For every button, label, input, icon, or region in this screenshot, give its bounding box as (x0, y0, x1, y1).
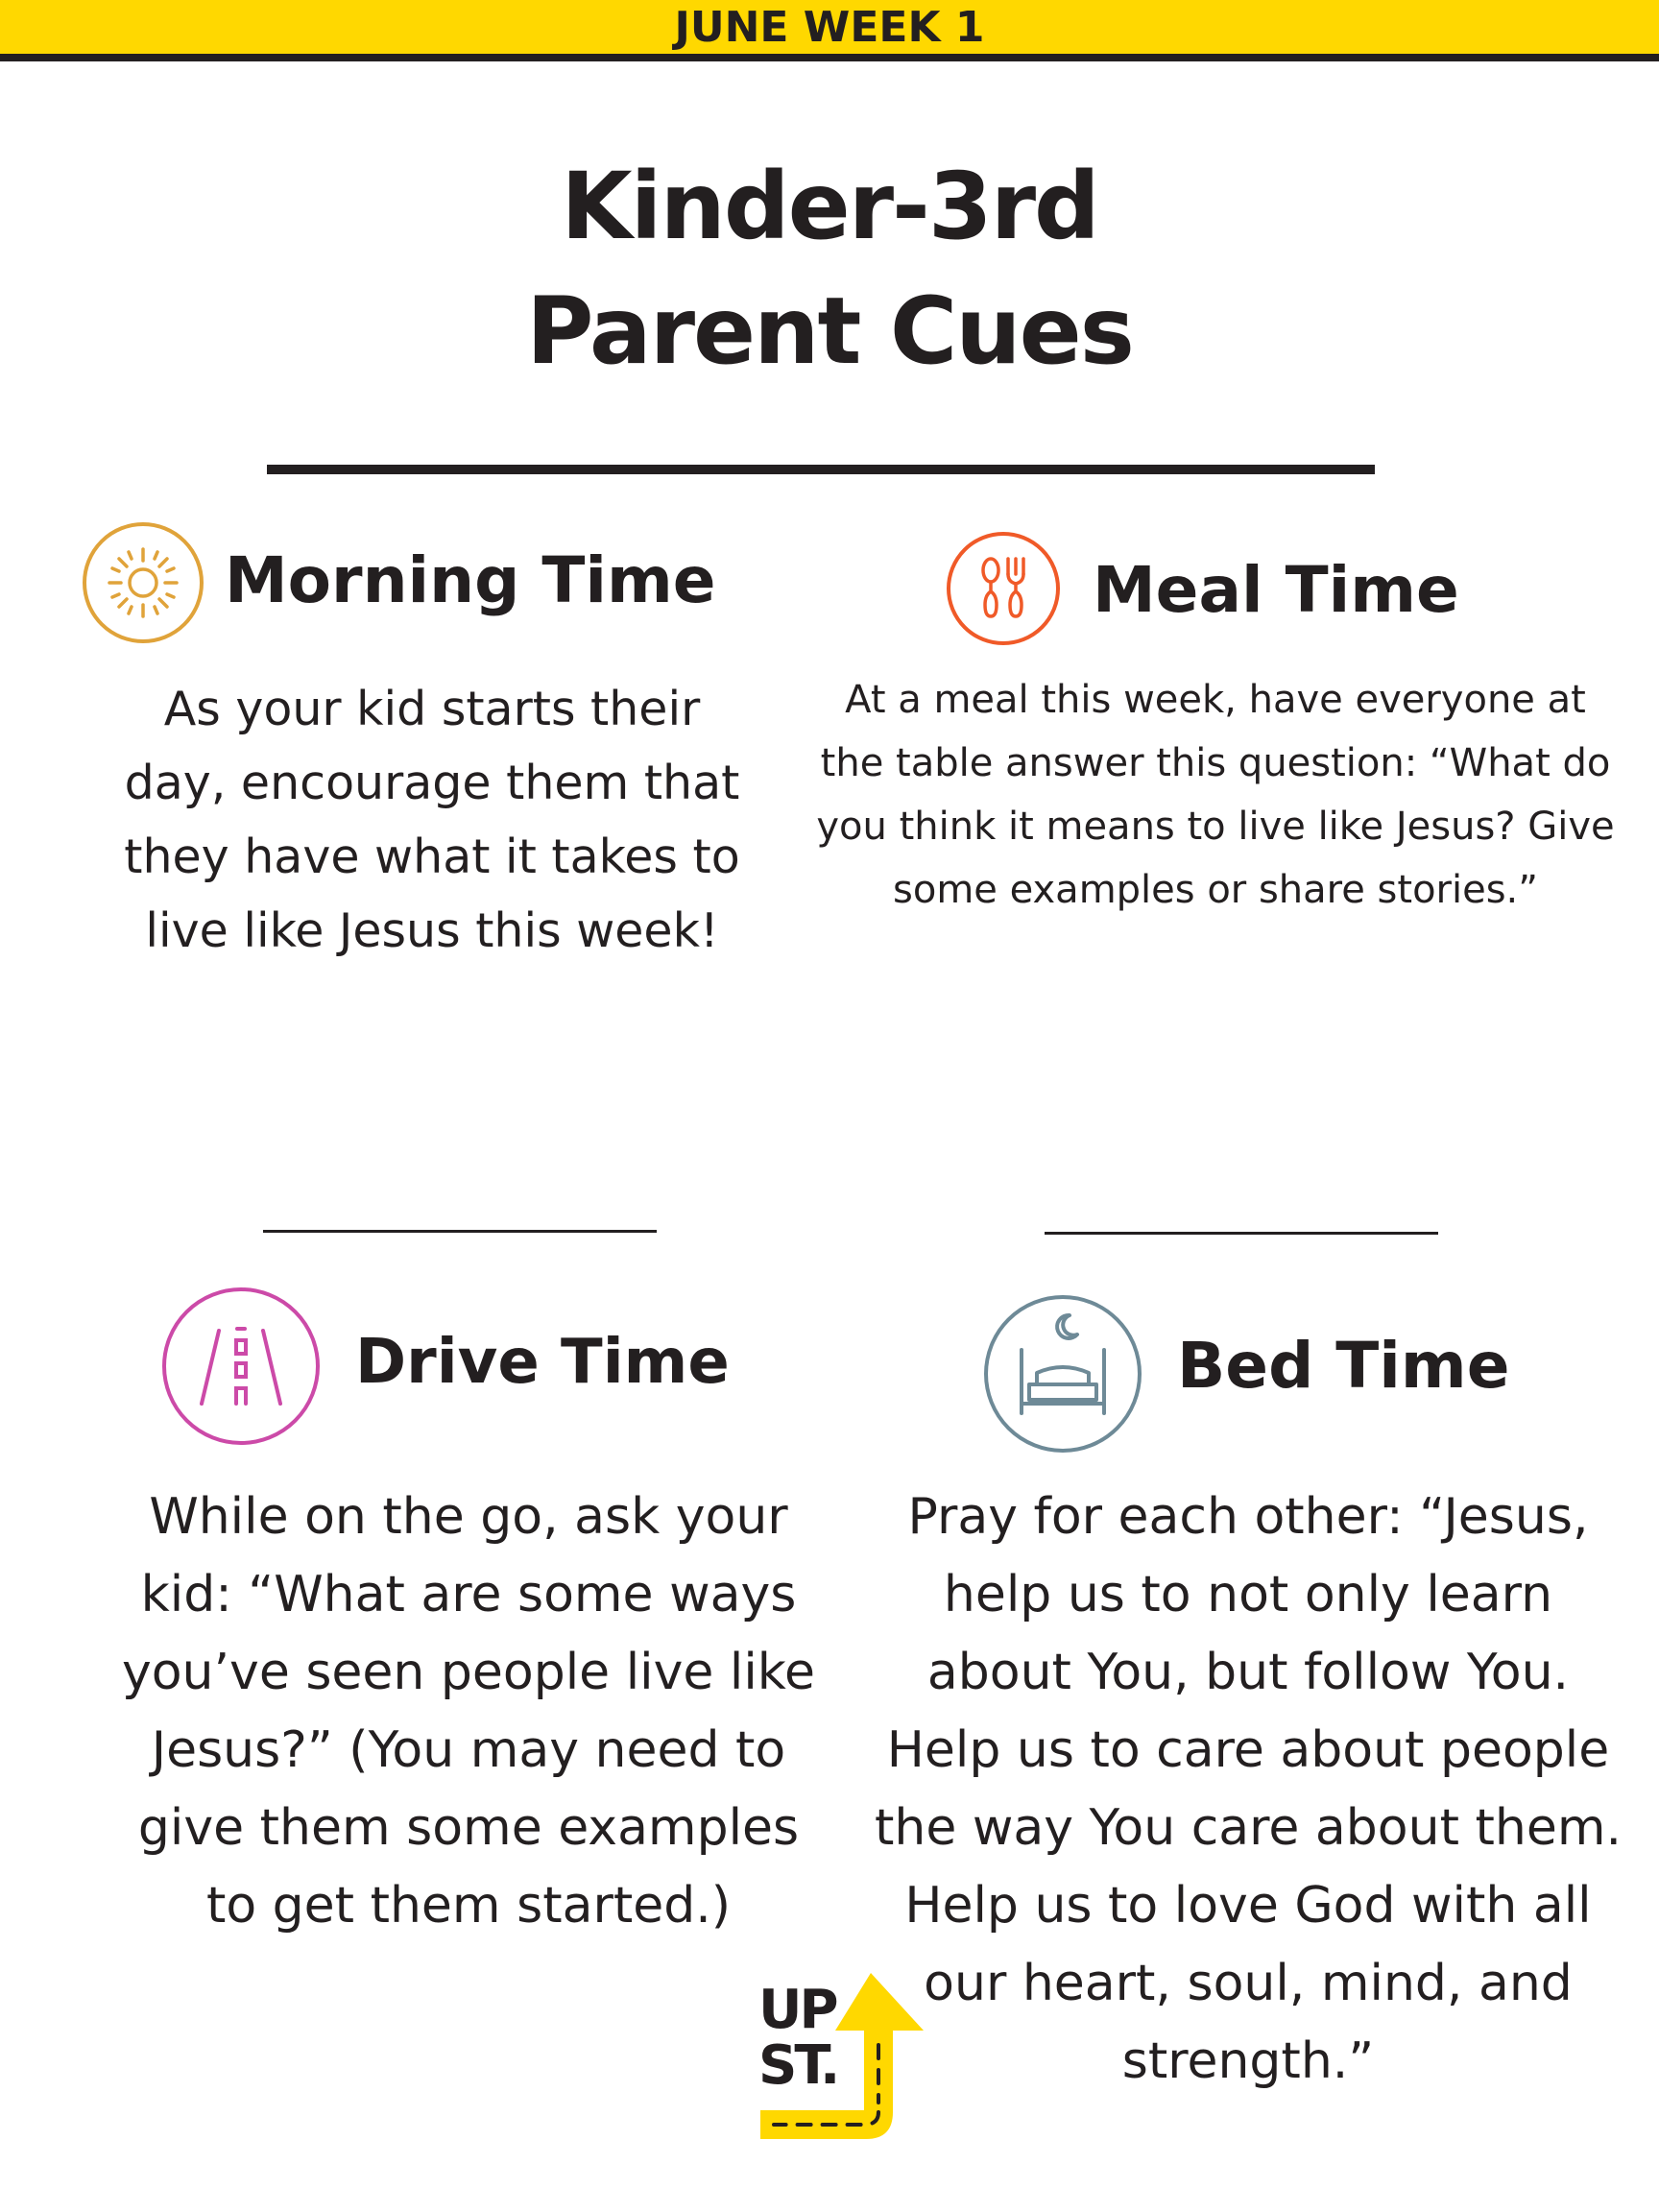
divider-right (1045, 1232, 1438, 1235)
drive-time-text: While on the go, ask your kid: “What are some ways you’ve seen people live like Jesus?” (You may need to give them some examples to get them started.) (121, 1488, 816, 1935)
meal-time-heading: Meal Time (1093, 553, 1459, 627)
drive-time-heading: Drive Time (355, 1327, 730, 1398)
title-line-1: Kinder-3rd (561, 153, 1098, 260)
utensils-icon (945, 530, 1062, 647)
bed-moon-icon (981, 1292, 1144, 1455)
morning-time-heading: Morning Time (225, 543, 716, 617)
road-icon (159, 1285, 323, 1448)
morning-time-text: As your kid starts their day, encourage them that they have what it takes to live like Jesus this week! (124, 682, 740, 958)
title-divider (267, 465, 1375, 474)
logo-line-2: ST. (758, 2034, 838, 2097)
banner-label: JUNE WEEK 1 (674, 2, 985, 52)
bed-time-text: Pray for each other: “Jesus, help us to not only learn about You, but follow You. Help us to care about people the way You care about them. Help us to love God with all our heart, soul, mind, and strength.” (874, 1488, 1623, 2090)
divider-left (263, 1230, 657, 1233)
sun-icon (81, 520, 205, 645)
bed-time-heading: Bed Time (1177, 1329, 1510, 1403)
logo-line-1: UP (758, 1979, 836, 2041)
page-title (0, 144, 1659, 394)
upst-logo (751, 1968, 933, 2151)
top-banner (0, 0, 1659, 61)
title-line-2: Parent Cues (526, 277, 1133, 385)
meal-time-text: At a meal this week, have everyone at the table answer this question: “What do you think it means to live like Jesus? Give some examples or share stories.” (816, 678, 1615, 912)
